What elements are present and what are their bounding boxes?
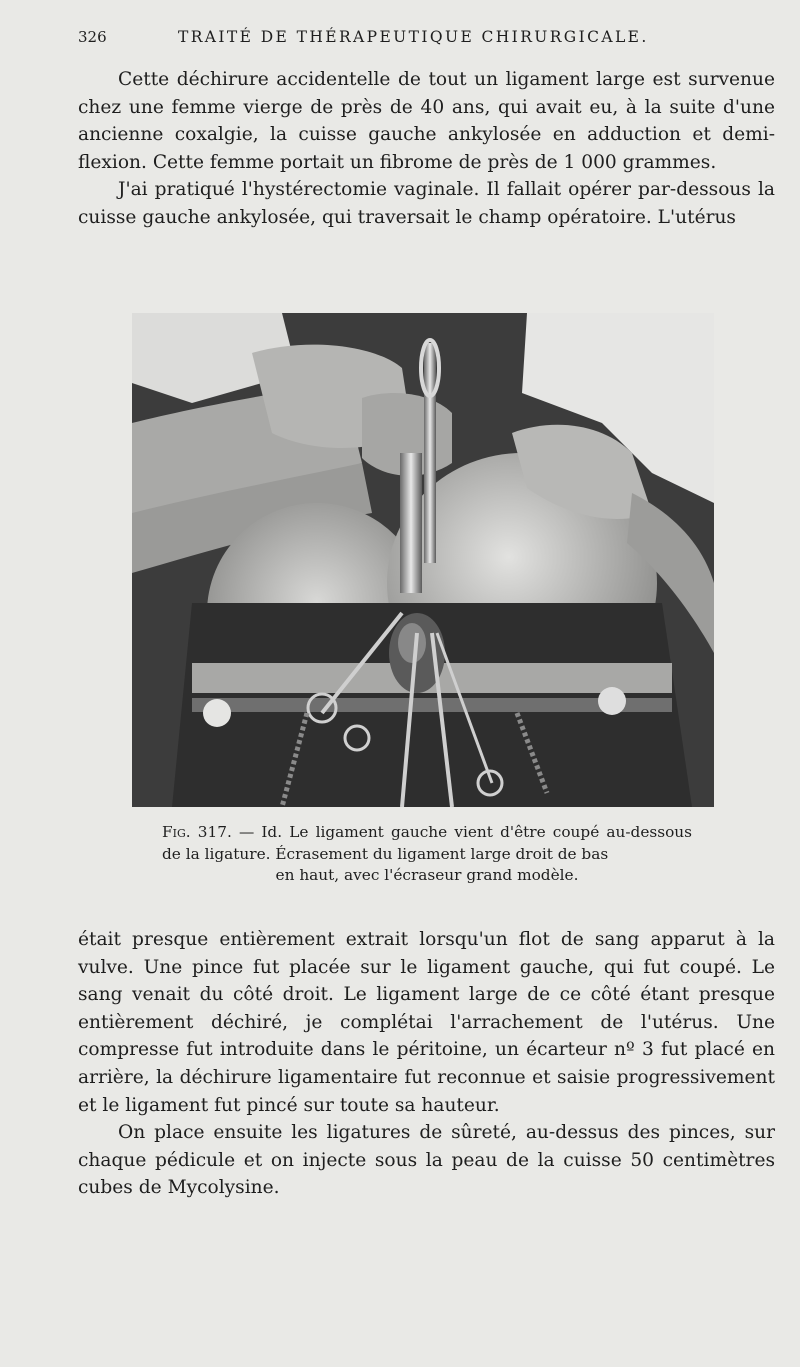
caption-text: — Id. Le ligament gauche vient d'être coupé au-dessous de la ligature. Écrasement du ligament large droit de bas bbox=[162, 823, 692, 863]
surgical-photograph-illustration bbox=[132, 313, 714, 807]
paragraph: Cette déchirure accidentelle de tout un ligament large est survenue chez une femme vierge de près de 40 ans, qui avait eu, à la suite d'une ancienne coxalgie, la cuisse gauche ankylosée en adduction et demi-flexion. Cette femme portait un fibrome de près de 1 000 grammes. bbox=[78, 69, 775, 173]
paragraph: était presque entièrement extrait lorsqu'un flot de sang apparut à la vulve. Une pince fut placée sur le ligament gauche, qui fut coupé. Le sang venait du côté droit. Le ligament large de ce côté étant presque entièrement déchiré, je complétai l'arrachement de l'utérus. Une compresse fut introduite dans le péritoine, un écarteur nº 3 fut placé en arrière, la déchirure ligamentaire fut reconnue et saisie progressivement et le ligament fut pincé sur toute sa hauteur. bbox=[78, 929, 775, 1116]
text-block-top bbox=[78, 66, 775, 232]
page-number: 326 bbox=[78, 28, 107, 46]
running-title: TRAITÉ DE THÉRAPEUTIQUE CHIRURGICALE. bbox=[178, 28, 649, 46]
paragraph: J'ai pratiqué l'hystérectomie vaginale. Il fallait opérer par-dessous la cuisse gauche ankylosée, qui traversait le champ opératoire. L'utérus bbox=[78, 179, 775, 228]
paragraph: On place ensuite les ligatures de sûreté, au-dessus des pinces, sur chaque pédicule et on injecte sous la peau de la cuisse 50 centimètres cubes de Mycolysine. bbox=[78, 1122, 775, 1199]
surgical-photograph bbox=[132, 313, 714, 807]
running-head bbox=[78, 28, 772, 54]
caption-label: Fig. 317. bbox=[162, 823, 232, 841]
figure-caption bbox=[162, 822, 692, 887]
text-block-bottom bbox=[78, 926, 775, 1202]
caption-text-end: en haut, avec l'écraseur grand modèle. bbox=[275, 866, 579, 884]
